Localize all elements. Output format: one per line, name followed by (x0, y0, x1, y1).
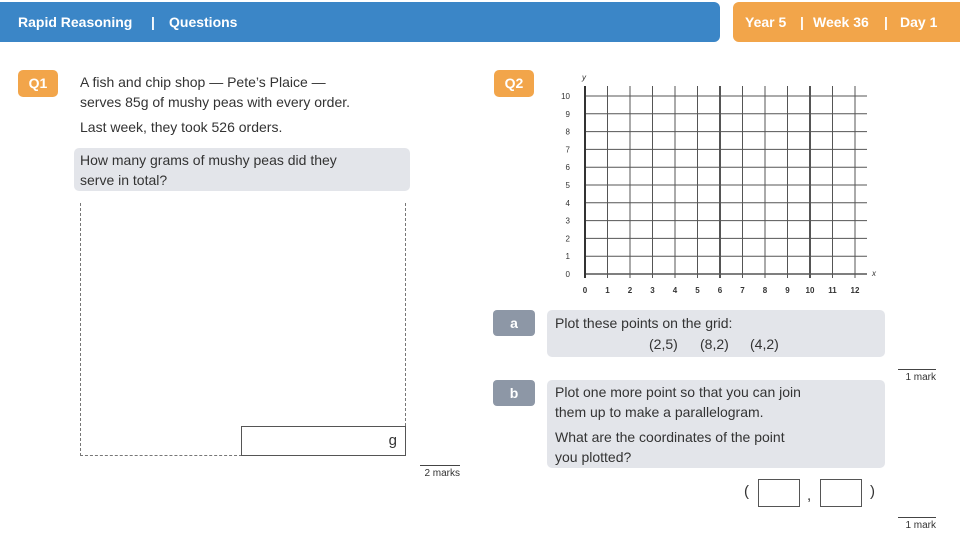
q2b-x-coordinate-box[interactable] (758, 479, 800, 507)
x-tick-label: 0 (582, 286, 588, 295)
x-tick-label: 1 (605, 286, 610, 295)
y-tick-label: 0 (565, 270, 570, 279)
q2b-line1: Plot one more point so that you can join (555, 384, 801, 400)
x-tick-label: 2 (627, 286, 633, 295)
y-tick-label: 7 (565, 145, 570, 155)
y-tick-label: 3 (565, 216, 570, 226)
q1-line1: A fish and chip shop — Pete’s Plaice — (80, 74, 326, 90)
q1-unit: g (388, 432, 397, 449)
q1-answer-box[interactable] (241, 426, 406, 456)
x-axis-label: x (872, 269, 876, 278)
x-tick-label: 10 (805, 286, 815, 295)
q2b-line3: What are the coordinates of the point (555, 429, 785, 445)
q2-badge: Q2 (494, 70, 534, 97)
header-separator: | (884, 14, 888, 30)
y-tick-label: 4 (565, 198, 570, 208)
y-tick-label: 2 (565, 234, 570, 244)
x-tick-label: 12 (850, 286, 860, 295)
header-year: Year 5 (745, 14, 787, 30)
y-tick-label: 1 (565, 252, 570, 262)
y-tick-label: 10 (561, 92, 570, 101)
q1-question-line1: How many grams of mushy peas did they (80, 152, 337, 168)
open-paren: ( (744, 483, 749, 500)
q1-question-box (74, 148, 410, 191)
y-tick-label: 9 (565, 109, 570, 119)
header-bar (0, 2, 720, 42)
header-section: Questions (169, 14, 238, 30)
y-tick-label: 6 (565, 163, 570, 173)
q1-question-line2: serve in total? (80, 172, 168, 188)
header-title: Rapid Reasoning (18, 14, 133, 30)
x-tick-label: 11 (828, 286, 837, 295)
header-day: Day 1 (900, 14, 938, 30)
coordinate-grid[interactable] (530, 68, 890, 308)
x-tick-label: 7 (740, 286, 745, 295)
q1-marks: 2 marks (420, 465, 460, 479)
y-tick-label: 5 (565, 181, 570, 190)
q2a-point-1: (2,5) (649, 336, 678, 352)
q2a-question-box (547, 310, 885, 357)
x-tick-label: 9 (785, 286, 790, 295)
q2b-line4: you plotted? (555, 449, 632, 465)
q1-working-area[interactable] (80, 203, 406, 456)
x-tick-label: 6 (717, 286, 723, 295)
close-paren: ) (870, 483, 875, 500)
header-date-bar (733, 2, 960, 42)
coordinate-comma: , (807, 487, 812, 504)
q2b-marks: 1 mark (898, 517, 936, 531)
x-tick-label: 4 (672, 286, 678, 295)
x-tick-label: 3 (650, 286, 655, 295)
q2a-point-3: (4,2) (750, 336, 779, 352)
q2a-line1: Plot these points on the grid: (555, 315, 733, 331)
q1-badge: Q1 (18, 70, 58, 97)
y-tick-label: 8 (565, 127, 570, 137)
x-tick-label: 8 (762, 286, 768, 295)
q2b-y-coordinate-box[interactable] (820, 479, 862, 507)
q2a-marks: 1 mark (898, 369, 936, 383)
header-separator: | (800, 14, 804, 30)
header-separator: | (151, 14, 155, 30)
q1-line2: serves 85g of mushy peas with every order. (80, 94, 351, 110)
header-week: Week 36 (813, 14, 869, 30)
q2a-badge: a (493, 310, 535, 336)
q2b-question-box (547, 380, 885, 468)
q2b-badge: b (493, 380, 535, 406)
q1-line3: Last week, they took 526 orders. (80, 119, 283, 135)
q2a-point-2: (8,2) (700, 336, 729, 352)
y-axis-label: y (582, 73, 586, 82)
x-tick-label: 5 (695, 286, 700, 295)
q2b-line2: them up to make a parallelogram. (555, 404, 764, 420)
